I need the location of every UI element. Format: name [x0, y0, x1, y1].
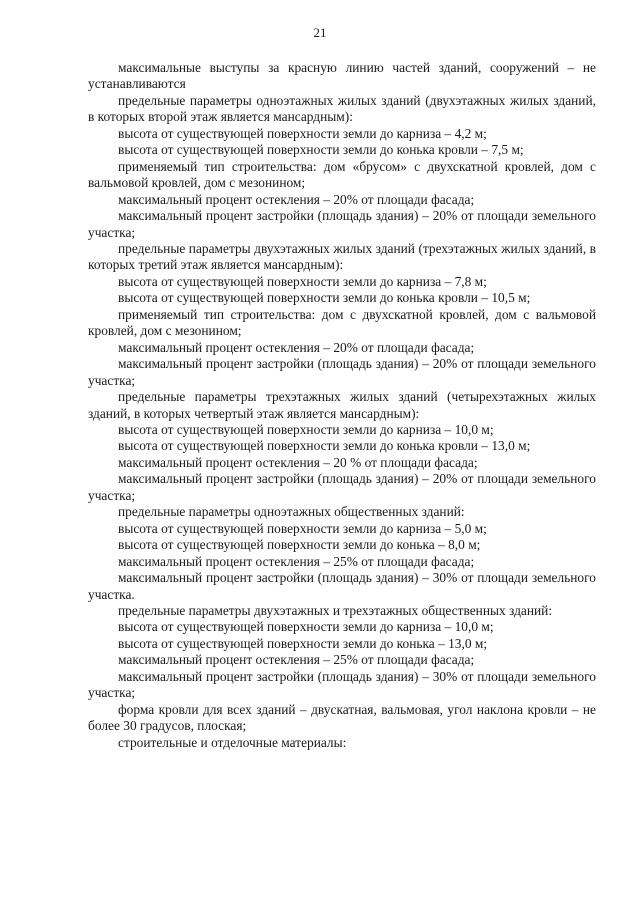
- paragraph: высота от существующей поверхности земли до конька кровли – 10,5 м;: [118, 290, 531, 306]
- paragraph: форма кровли для всех зданий – двускатная, вальмовая, угол наклона кровли – не более 30 градусов, плоская;: [88, 701, 596, 734]
- paragraph: максимальный процент застройки (площадь здания) – 20% от площади земельного участка;: [88, 471, 596, 503]
- paragraph: высота от существующей поверхности земли до карниза – 4,2 м;: [118, 125, 487, 141]
- paragraph: максимальный процент застройки (площадь здания) – 30% от площади земельного участка;: [88, 668, 596, 701]
- paragraph: высота от существующей поверхности земли до карниза – 5,0 м;: [118, 520, 487, 536]
- paragraph: предельные параметры трехэтажных жилых зданий (четырехэтажных жилых зданий, в которых четвертый этаж является мансардным):: [88, 389, 596, 421]
- paragraph: максимальный процент застройки (площадь здания) – 20% от площади земельного участка;: [88, 356, 596, 388]
- paragraph: предельные параметры одноэтажных жилых зданий (двухэтажных жилых зданий, в которых второй этаж является мансардным):: [88, 92, 596, 125]
- page-number: 21: [313, 25, 327, 40]
- paragraph: высота от существующей поверхности земли до карниза – 7,8 м;: [118, 273, 487, 289]
- paragraph: предельные параметры двухэтажных и трехэтажных общественных зданий:: [118, 602, 553, 618]
- paragraph: высота от существующей поверхности земли до конька кровли – 13,0 м;: [118, 438, 531, 454]
- paragraph: применяемый тип строительства: дом «брусом» с двухскатной кровлей, дом с вальмовой кровлей, дом с мезонином;: [88, 158, 596, 191]
- paragraph: максимальный процент остекления – 25% от площади фасада;: [118, 553, 475, 569]
- paragraph: строительные и отделочные материалы:: [118, 734, 347, 750]
- paragraph: предельные параметры двухэтажных жилых зданий (трехэтажных жилых зданий, в которых третий этаж является мансардным):: [88, 240, 596, 273]
- paragraph: максимальный процент застройки (площадь здания) – 30% от площади земельного участка.: [88, 570, 596, 602]
- paragraph: максимальный процент остекления – 25% от площади фасада;: [118, 652, 475, 668]
- paragraph: максимальный процент остекления – 20% от площади фасада;: [118, 191, 475, 207]
- paragraph: высота от существующей поверхности земли до конька – 8,0 м;: [118, 537, 481, 553]
- paragraph: максимальные выступы за красную линию частей зданий, сооружений – не устанавливаются: [88, 60, 596, 92]
- paragraph: предельные параметры одноэтажных общественных зданий:: [118, 504, 465, 520]
- paragraph: высота от существующей поверхности земли до карниза – 10,0 м;: [118, 619, 494, 635]
- document-body: [88, 60, 596, 751]
- paragraph: максимальный процент остекления – 20% от площади фасада;: [118, 339, 475, 355]
- paragraph: высота от существующей поверхности земли до карниза – 10,0 м;: [118, 421, 494, 437]
- paragraph: максимальный процент застройки (площадь здания) – 20% от площади земельного участка;: [88, 208, 596, 240]
- paragraph: высота от существующей поверхности земли до конька кровли – 7,5 м;: [118, 142, 524, 158]
- paragraph: применяемый тип строительства: дом с двухскатной кровлей, дом с вальмовой кровлей, дом с мезонином;: [88, 306, 596, 339]
- paragraph: максимальный процент остекления – 20 % от площади фасада;: [118, 454, 478, 470]
- paragraph: высота от существующей поверхности земли до конька – 13,0 м;: [118, 635, 488, 651]
